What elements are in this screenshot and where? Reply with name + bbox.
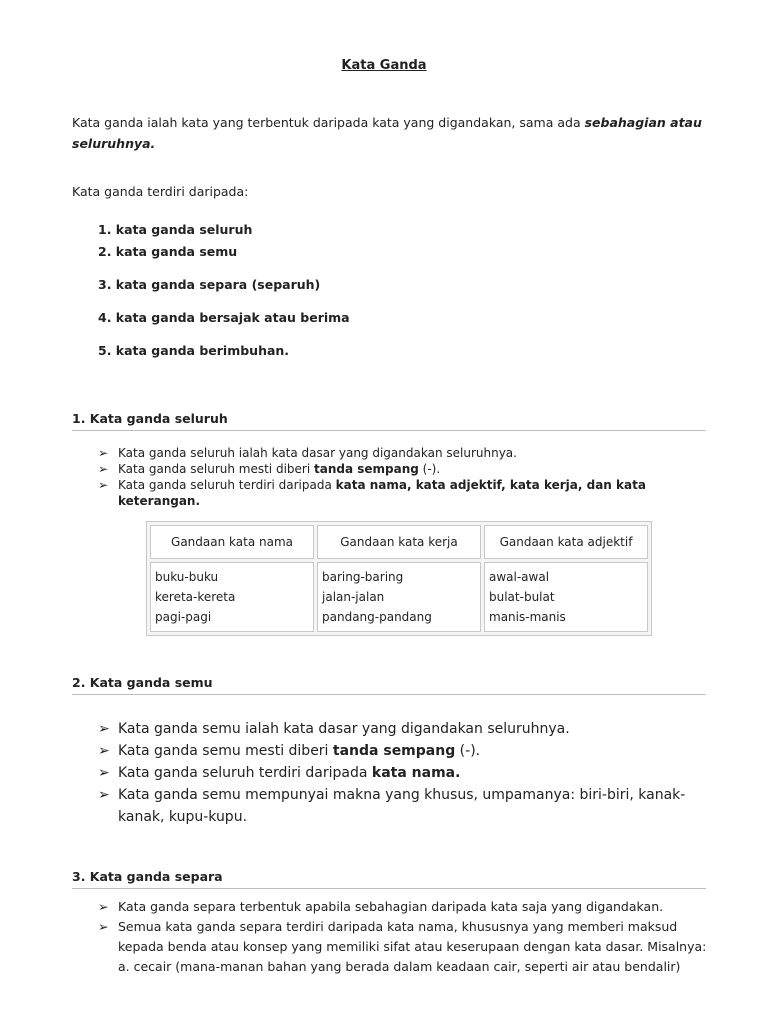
types-list-item: 3. kata ganda separa (separuh) (98, 277, 321, 292)
types-list-item: 2. kata ganda semu (98, 244, 238, 259)
intro-text: Kata ganda ialah kata yang terbentuk daripada kata yang digandakan, sama ada (72, 115, 585, 130)
bullet-text: Kata ganda separa terbentuk apabila sebahagian daripada kata saja yang digandakan. (118, 899, 664, 914)
table-cell (317, 562, 481, 632)
cell-word: pandang-pandang (322, 610, 432, 624)
document-title: Kata Ganda (341, 58, 427, 73)
list-item (98, 445, 698, 461)
list-item (98, 461, 698, 477)
section2-bullets (98, 718, 718, 828)
table-cell (484, 562, 648, 632)
table-header: Gandaan kata adjektif (484, 525, 648, 559)
gandaan-table (146, 521, 652, 636)
list-item (98, 762, 718, 784)
bullet-bold: kata nama. (371, 765, 461, 781)
arrowhead-bullet-icon: ➢ (98, 919, 109, 934)
list-item (98, 897, 718, 917)
list-item (98, 477, 698, 509)
section-heading: 2. Kata ganda semu (72, 675, 706, 695)
bullet-text: Kata ganda semu ialah kata dasar yang digandakan seluruhnya. (118, 721, 570, 737)
example-line: a. cecair (mana-manan bahan yang berada dalam keadaan cair, seperti air atau bendalir) (118, 959, 681, 974)
bullet-text: Kata ganda seluruh ialah kata dasar yang digandakan seluruhnya. (118, 446, 517, 460)
table-cell (150, 562, 314, 632)
arrowhead-bullet-icon: ➢ (98, 721, 110, 737)
intro-end: . (150, 136, 156, 151)
bullet-text: Semua kata ganda separa terdiri daripada kata nama, khususnya yang memberi maksud kepada benda atau konsep yang memiliki sifat atau keserupaan dengan kata dasar. Misalnya: (118, 919, 707, 954)
bullet-bold: tanda sempang (314, 462, 419, 476)
arrowhead-bullet-icon: ➢ (98, 446, 109, 460)
section1-bullets (98, 445, 698, 509)
bullet-text: Kata ganda semu mesti diberi (118, 743, 333, 759)
table-header-row (150, 525, 648, 559)
cell-word: buku-buku (155, 570, 219, 584)
cell-word: pagi-pagi (155, 610, 212, 624)
types-list-item: 1. kata ganda seluruh (98, 222, 253, 237)
bullet-text: Kata ganda seluruh terdiri daripada (118, 478, 336, 492)
section-heading: 3. Kata ganda separa (72, 869, 706, 889)
types-list-item: 5. kata ganda berimbuhan. (98, 343, 290, 358)
bullet-text: Kata ganda semu mempunyai makna yang khusus, umpamanya: biri-biri, kanak-kanak, kupu-kupu. (118, 787, 686, 825)
bullet-text: Kata ganda seluruh mesti diberi (118, 462, 314, 476)
arrowhead-bullet-icon: ➢ (98, 478, 109, 492)
bullet-after: (-). (418, 462, 441, 476)
arrowhead-bullet-icon: ➢ (98, 899, 109, 914)
list-item (98, 740, 718, 762)
table-row (150, 562, 648, 632)
cell-word: manis-manis (489, 610, 566, 624)
list-item (98, 917, 718, 957)
arrowhead-bullet-icon: ➢ (98, 462, 109, 476)
arrowhead-bullet-icon: ➢ (98, 743, 110, 759)
bullet-bold: tanda sempang (332, 743, 456, 759)
section-heading: 1. Kata ganda seluruh (72, 411, 706, 431)
cell-word: jalan-jalan (322, 590, 385, 604)
arrowhead-bullet-icon: ➢ (98, 765, 110, 781)
list-item (98, 784, 718, 828)
cell-word: awal-awal (489, 570, 550, 584)
arrowhead-bullet-icon: ➢ (98, 787, 110, 803)
bullet-after: (-). (455, 743, 481, 759)
list-item (98, 718, 718, 740)
bullet-text: Kata ganda seluruh terdiri daripada (118, 765, 372, 781)
section3-bullets (98, 897, 718, 977)
consists-label: Kata ganda terdiri daripada: (72, 184, 249, 199)
bullet-bold: kata nama, kata adjektif, kata kerja, dan kata keterangan. (118, 478, 646, 508)
cell-word: baring-baring (322, 570, 404, 584)
table-header: Gandaan kata nama (150, 525, 314, 559)
cell-word: bulat-bulat (489, 590, 555, 604)
table-header: Gandaan kata kerja (317, 525, 481, 559)
intro-emphasis: sebahagian atau seluruhnya (72, 115, 702, 151)
intro-paragraph (72, 112, 702, 154)
types-list-item: 4. kata ganda bersajak atau berima (98, 310, 350, 325)
cell-word: kereta-kereta (155, 590, 236, 604)
